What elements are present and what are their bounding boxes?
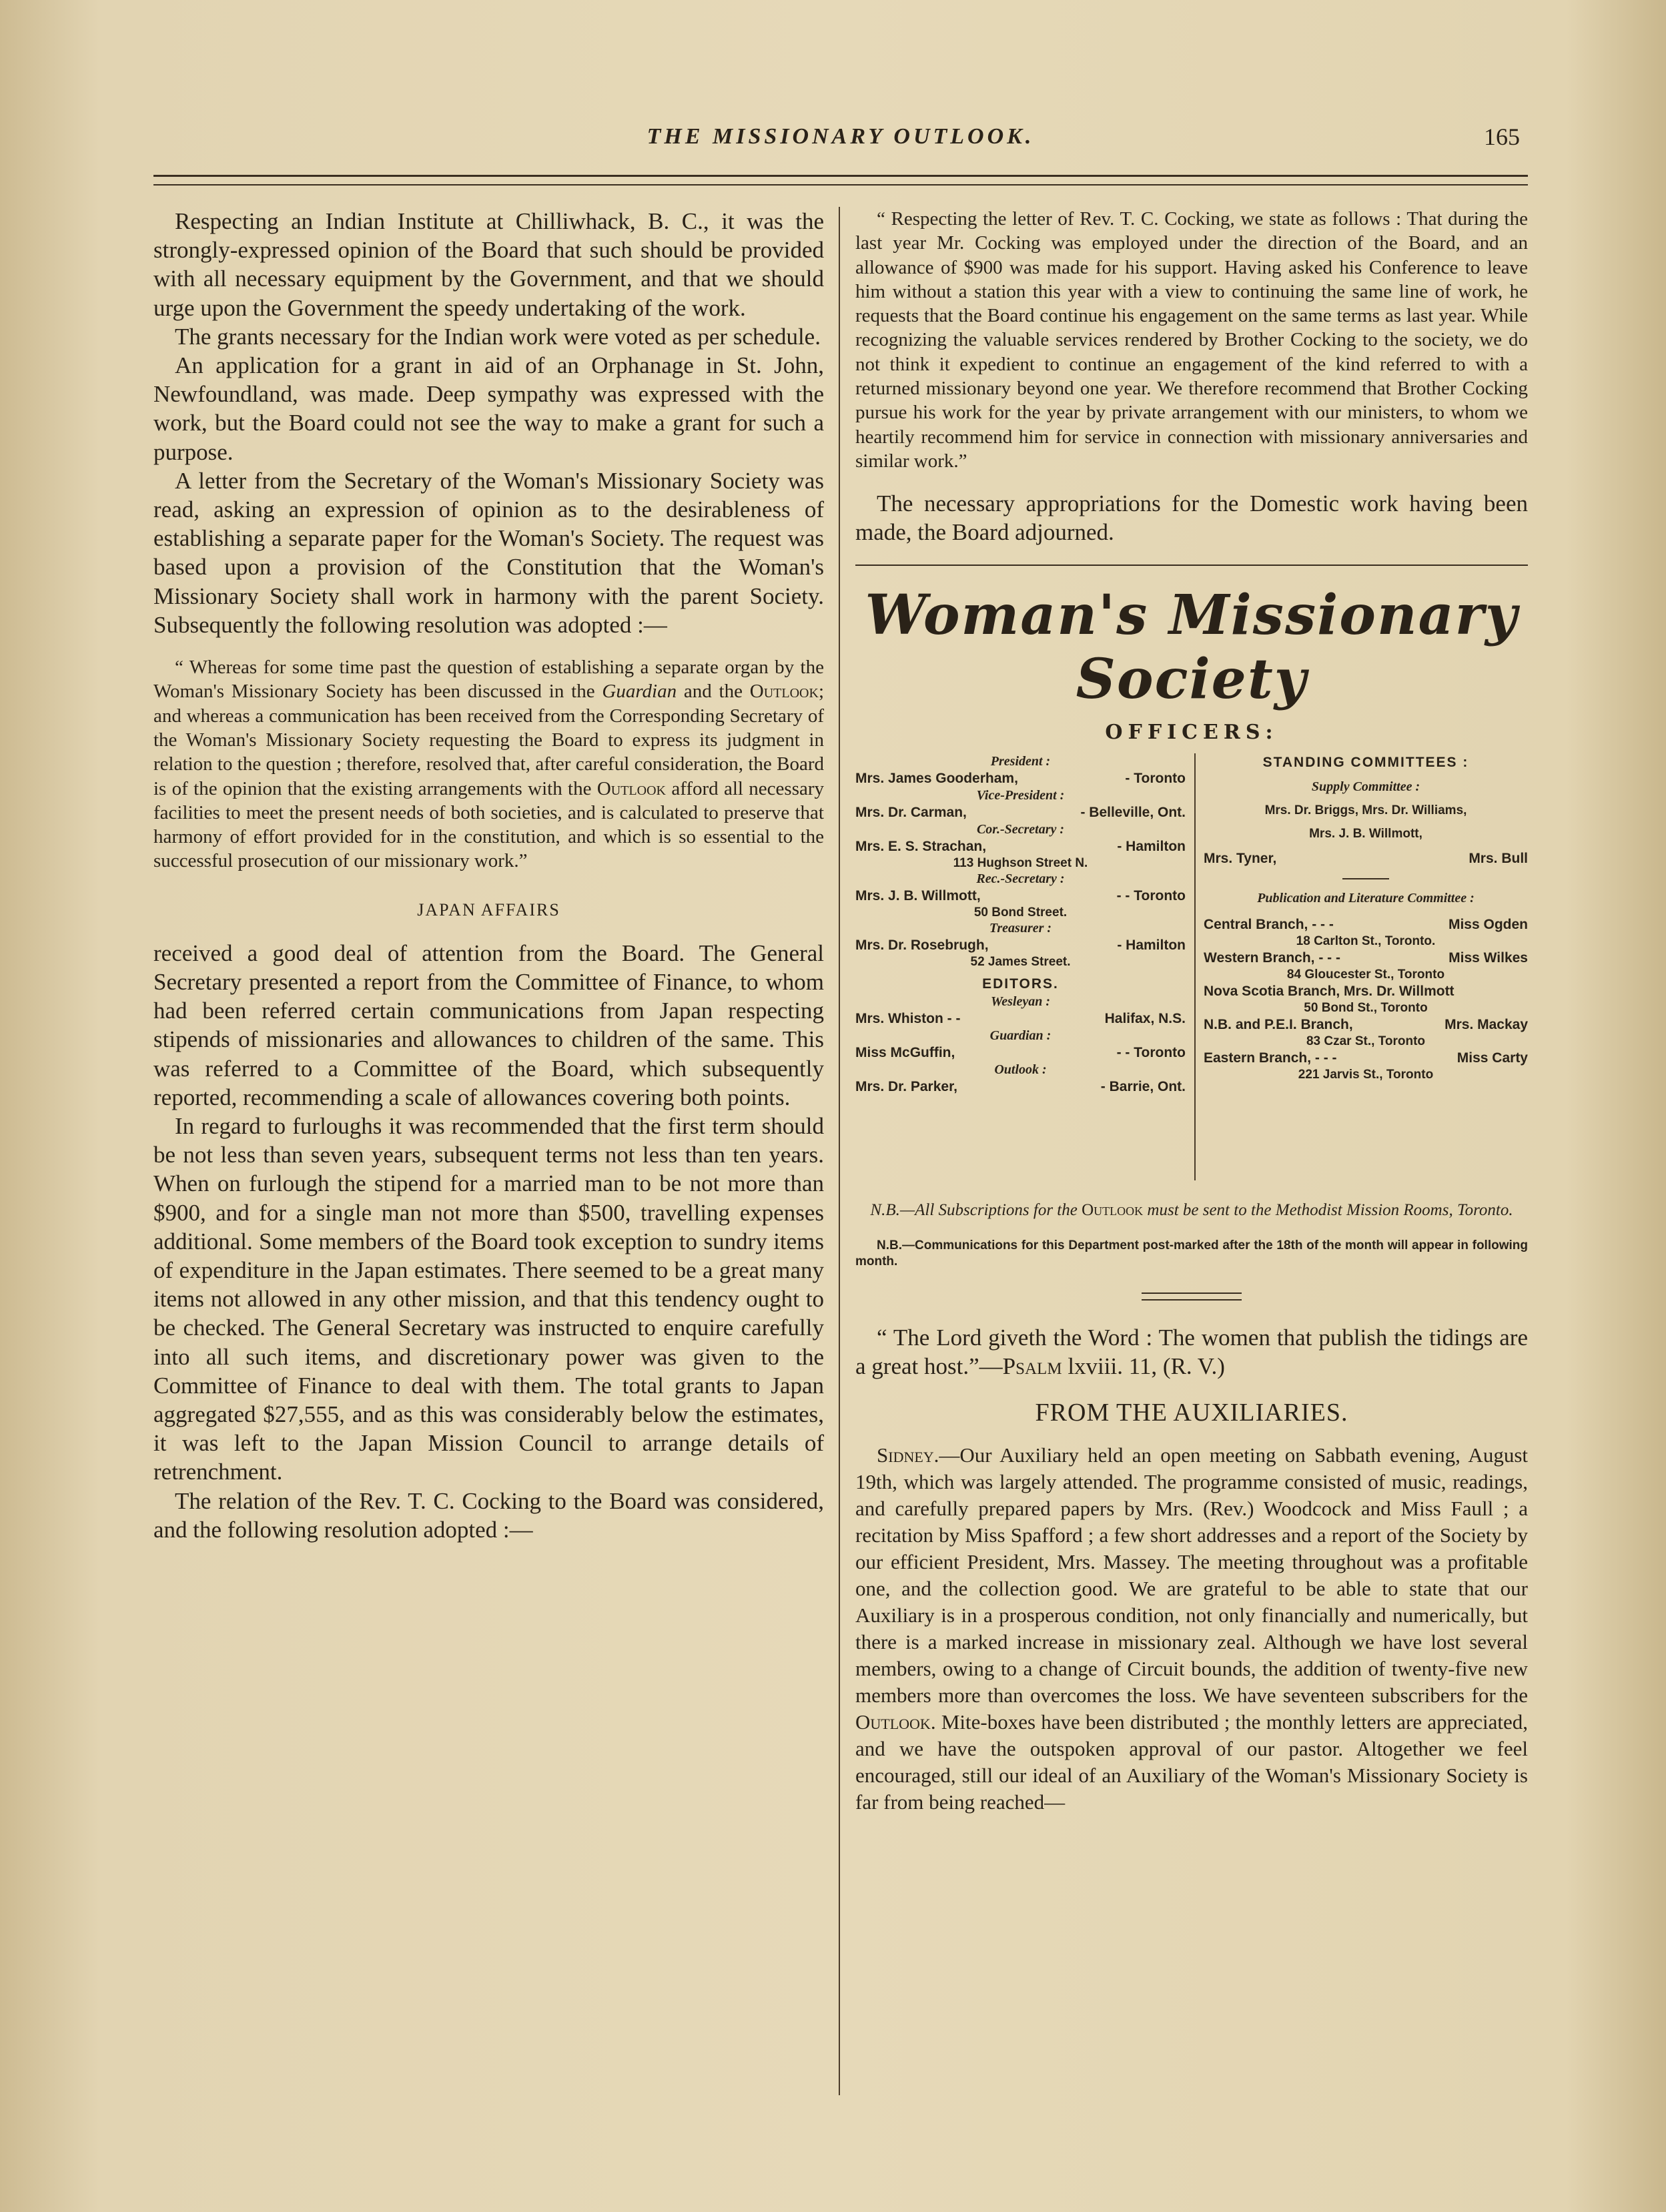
note-text: must be sent to the Methodist Mission Rooms, Toronto. — [1147, 1200, 1513, 1219]
branch-address: 84 Gloucester St., Toronto — [1286, 967, 1445, 982]
officer-place: - Hamilton — [1117, 937, 1186, 953]
officer-name: Mrs. J. B. Willmott, — [855, 887, 981, 903]
committee-members: Mrs. Dr. Briggs, Mrs. Dr. Williams, — [1264, 803, 1467, 817]
role-label: Guardian : — [989, 1028, 1052, 1043]
officer-entry — [855, 887, 1186, 905]
section-rule — [855, 565, 1528, 566]
paragraph-furloughs: In regard to furloughs it was recommended that the first term should be not less than seven years, subsequent terms not less than ten years. When on furlough the stipend for a married man to be not more than $900, and for a single man not more than $500, travelling expenses additional. Some members of the Board took exception to sundry items of expenditure in the Japan estimates. There seemed to be a great many items not allowed in any other mission, and that this tendency ought to be checked. The General Secretary was instructed to enquire carefully into all such items, and discretionary power was given to the Committee of Finance to deal with them. The total grants to Japan aggregated $27,555, and as this was considerably below the estimates, it was left to the Japan Mission Council to arrange details of retrenchment. — [153, 1112, 824, 1485]
spacer — [855, 473, 1528, 489]
officer-place: - Belleville, Ont. — [1080, 804, 1186, 820]
officer-entry — [855, 837, 1186, 855]
quote-text: afford all necessary facilities to meet the present needs of both societies, and is calculated to preserve that harmony of effort provided for in the constitution, and which is so essential to the successful prosecution of our missionary work.” — [153, 777, 825, 872]
officer-place: - Hamilton — [1117, 838, 1186, 854]
role-label: Rec.-Secretary : — [976, 871, 1065, 886]
sidney-report — [855, 1442, 1528, 1816]
branch-name: Central Branch, - - - — [1204, 916, 1334, 932]
officers-heading: OFFICERS: — [1105, 720, 1278, 744]
page-header — [153, 119, 1528, 159]
branch-entry — [1204, 1049, 1528, 1067]
branch-contact: Mrs. Mackay — [1444, 1016, 1528, 1032]
paragraph-cocking: The relation of the Rev. T. C. Cocking to the Board was considered, and the following resolution adopted :— — [153, 1487, 824, 1543]
role-label: President : — [990, 753, 1051, 769]
officer-address: 113 Hughson Street N. — [953, 855, 1088, 870]
role-label: Treasurer : — [989, 920, 1052, 936]
officer-name: Mrs. Dr. Carman, — [855, 804, 967, 820]
officer-entry — [855, 1044, 1186, 1062]
branch-name: Nova Scotia Branch, Mrs. Dr. Willmott — [1204, 983, 1454, 999]
column-divider — [839, 207, 840, 2095]
branch-name: Western Branch, - - - — [1204, 950, 1340, 966]
motto-psalm: Psalm — [1002, 1353, 1062, 1379]
note-text: N.B.—All Subscriptions for the — [870, 1200, 1078, 1219]
outlook-title: Outlook — [855, 1710, 931, 1734]
guardian-title: Guardian — [602, 681, 677, 703]
quote-text: ; and whereas a communication has been received from the Corresponding Secretary of the Woman's Missionary Society requesting the Board to express its judgment in relation to the question ; therefore, resolved that, after careful consideration, the Board is of the opinion that the existing arrangements with the — [153, 681, 824, 799]
officer-place: - - Toronto — [1116, 1044, 1186, 1060]
branch-name: N.B. and P.E.I. Branch, — [1204, 1016, 1353, 1032]
left-column — [153, 207, 824, 1544]
officer-name: Mrs. James Gooderham, — [855, 770, 1018, 786]
double-rule — [1142, 1293, 1242, 1301]
member-name: Mrs. Bull — [1469, 850, 1528, 866]
motto-text: lxviii. 11, (R. V.) — [1068, 1353, 1225, 1379]
officer-place: - Toronto — [1125, 770, 1186, 786]
officer-entry — [855, 936, 1186, 954]
paragraph-adjourned: The necessary appropriations for the Domestic work having been made, the Board adjourned. — [855, 490, 1528, 546]
officers-divider — [1194, 753, 1196, 1180]
page-number: 165 — [1484, 123, 1520, 150]
role-label: Cor.-Secretary : — [976, 821, 1065, 837]
report-text: . Mite-boxes have been distributed ; the monthly letters are appreciated, and we have the outspoken approval of our pastor. Altogether we feel encouraged, still our ideal of an Auxiliary of the Woman's Missionary Society is far from being reached— — [855, 1710, 1528, 1814]
role-label: Outlook : — [994, 1062, 1047, 1077]
officer-entry — [855, 1010, 1186, 1028]
officer-entry — [855, 803, 1186, 821]
branch-entry — [1204, 949, 1528, 967]
right-column — [855, 207, 1528, 1816]
paragraph-indian-grants: The grants necessary for the Indian work were voted as per schedule. — [175, 323, 821, 350]
officers-list — [855, 753, 1186, 1096]
branch-contact: Miss Carty — [1456, 1050, 1528, 1066]
committee-members: Mrs. J. B. Willmott, — [1309, 826, 1422, 841]
committee-members — [1204, 849, 1528, 867]
sidney-lead: Sidney. — [877, 1443, 939, 1467]
paragraph-womans-letter: A letter from the Secretary of the Woman's Missionary Society was read, asking an expression of opinion as to the desirableness of establishing a separate paper for the Woman's Society. The request was based upon a provision of the Constitution that the Woman's Missionary Society shall work in harmony with the parent Society. Subsequently the following resolution was adopted :— — [153, 467, 824, 638]
quote-text: and the — [683, 681, 743, 703]
report-text: —Our Auxiliary held an open meeting on Sabbath evening, August 19th, which was largely attended. The programme consisted of music, readings, and carefully prepared papers by Mrs. (Rev.) Woodcock and Miss Faull ; a recitation by Miss Spafford ; a few short addresses and a report of the Society by our efficient President, Mrs. Massey. The meeting throughout was a profitable one, and the collection good. We are grateful to be able to state that our Auxiliary is in a prosperous condition, not only financially and numerically, but there is a marked increase in missionary zeal. Although we have lost several members, owing to a change of Circuit bounds, the addition of twenty-five new members more than overcomes the loss. We have seventeen subscribers for the — [855, 1443, 1528, 1708]
short-rule — [1342, 878, 1389, 879]
communications-note: N.B.—Communications for this Department post-marked after the 18th of the month will appear in following month. — [855, 1238, 1528, 1268]
officer-place: - - Toronto — [1116, 887, 1186, 903]
role-label: Publication and Literature Committee : — [1257, 890, 1475, 905]
quote-text: “ Whereas for some time past the question of establishing a separate organ by the Woman's Missionary Society has been discussed in the — [153, 657, 824, 703]
officer-name: Miss McGuffin, — [855, 1044, 955, 1060]
branch-entry — [1204, 915, 1528, 934]
member-name: Mrs. Tyner, — [1204, 850, 1277, 866]
editors-heading: EDITORS. — [982, 976, 1059, 992]
officer-name: Mrs. Dr. Rosebrugh, — [855, 937, 989, 953]
branch-address: 18 Carlton St., Toronto. — [1296, 934, 1436, 948]
spacer — [153, 639, 824, 655]
running-title: THE MISSIONARY OUTLOOK. — [647, 124, 1035, 149]
outlook-title: Outlook — [749, 681, 819, 703]
officers-table — [855, 753, 1528, 1187]
outlook-title: Outlook — [596, 777, 666, 799]
branch-address: 83 Czar St., Toronto — [1306, 1034, 1426, 1048]
branch-contact: Miss Wilkes — [1448, 950, 1528, 966]
paragraph-indian-institute: Respecting an Indian Institute at Chilliwhack, B. C., it was the strongly-expressed opinion of the Board that such should be provided with all necessary equipment by the Government, and that we should urge upon the Government the speedy undertaking of the work. — [153, 208, 824, 321]
committees-heading: STANDING COMMITTEES : — [1262, 754, 1469, 770]
branch-address: 50 Bond St., Toronto — [1304, 1000, 1428, 1015]
role-label: Vice-President : — [976, 787, 1065, 803]
cocking-resolution-quote: “ Respecting the letter of Rev. T. C. Cocking, we state as follows : That during the last year Mr. Cocking was employed under the direction of the Board, and an allowance of $900 was made for his support. Having asked his Conference to leave him without a station this year with a view to continuing the same line of work, he requests that the Board continue his engagement on the same terms as last year. While recognizing the valuable services rendered by Brother Cocking to the society, we do not think it expedient to continue an engagement of the kind referred to with a returned missionary beyond one year. We therefore recommend that Brother Cocking pursue his work for the year by private arrangement with our ministers, to whom we heartily recommend him for service in connection with missionary anniversaries and similar work.” — [855, 208, 1528, 472]
committees-list — [1204, 753, 1528, 1082]
section-heading-japan: JAPAN AFFAIRS — [417, 899, 560, 919]
paragraph-japan-attention: received a good deal of attention from the Board. The General Secretary presented a report from the Committee of Finance, to whom had been referred certain communications from Japan respecting stipends of missionaries and allowances to children of the same. This was referred to a Committee of the Board, which subsequently reported, recommending a scale of allowances covering both points. — [153, 940, 824, 1110]
branch-contact: Miss Ogden — [1448, 916, 1528, 932]
officer-entry — [855, 769, 1186, 787]
officer-name: Mrs. Dr. Parker, — [855, 1078, 957, 1094]
motto — [855, 1323, 1528, 1381]
header-rule-lower — [153, 184, 1528, 186]
motto-text: “ The Lord giveth the Word : The women that publish the tidings are a great host.”— — [855, 1324, 1528, 1379]
officer-address: 52 James Street. — [970, 954, 1071, 969]
officer-address: 50 Bond Street. — [973, 905, 1068, 919]
subscriptions-note — [855, 1199, 1528, 1222]
officer-entry — [855, 1078, 1186, 1096]
auxiliaries-heading: FROM THE AUXILIARIES. — [1035, 1399, 1348, 1427]
branch-entry — [1204, 982, 1528, 1000]
outlook-title: Outlook — [1082, 1200, 1144, 1219]
paragraph-orphanage: An application for a grant in aid of an Orphanage in St. John, Newfoundland, was made. Deep sympathy was expressed with the work, but the Board could not see the way to make a grant for such a purpose. — [153, 352, 824, 465]
officer-place: Halifax, N.S. — [1104, 1010, 1186, 1026]
role-label: Supply Committee : — [1311, 779, 1420, 794]
branch-entry — [1204, 1016, 1528, 1034]
officer-name: Mrs. Whiston - - — [855, 1010, 961, 1026]
officer-place: - Barrie, Ont. — [1100, 1078, 1186, 1094]
branch-address: 221 Jarvis St., Toronto — [1298, 1067, 1434, 1082]
officer-name: Mrs. E. S. Strachan, — [855, 838, 987, 854]
role-label: Wesleyan : — [990, 994, 1051, 1009]
spacer — [855, 1222, 1528, 1238]
resolution-quote — [153, 655, 824, 873]
header-rule — [153, 175, 1528, 177]
branch-name: Eastern Branch, - - - — [1204, 1050, 1337, 1066]
wms-title: Woman's Missionary Society — [865, 583, 1519, 711]
